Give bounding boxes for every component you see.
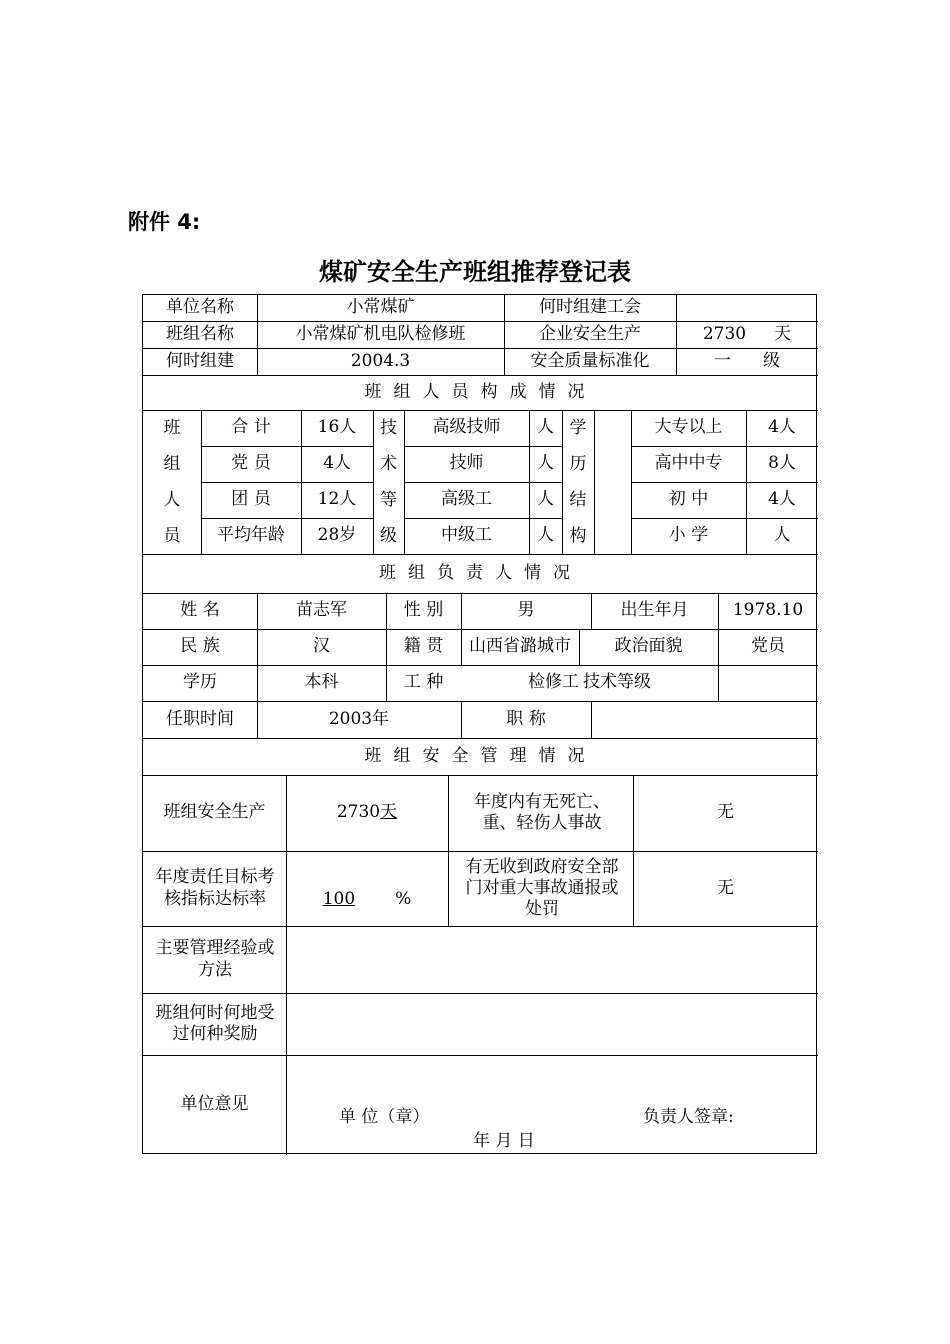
standard-level-value: 一 [714, 350, 731, 371]
standard-label: 安全质量标准化 [530, 350, 650, 371]
edu-row-value: 4人 [768, 489, 796, 510]
members-section-title: 班组人员构成情况 [364, 381, 597, 402]
edu-row-label: 初 中 [668, 489, 709, 510]
members-side-label [143, 410, 201, 554]
accident-value: 无 [717, 802, 734, 823]
side-char: 术 [380, 454, 397, 474]
penalty-value: 无 [717, 877, 734, 898]
job-title-label: 职 称 [506, 708, 546, 729]
standard-level-unit: 级 [763, 350, 780, 371]
leader-name-label: 姓 名 [180, 600, 220, 621]
edu-row-label: 大专以上 [654, 417, 723, 438]
kpi-rate [286, 885, 448, 915]
edu-row-value: 8人 [768, 453, 796, 474]
side-char: 等 [380, 490, 397, 510]
founded-label: 何时组建 [166, 350, 234, 371]
team-name-value: 小常煤矿机电队检修班 [295, 323, 466, 344]
ethnic-value: 汉 [313, 636, 330, 657]
tech-row-label: 技师 [449, 453, 484, 474]
tech-row-value: 人 [537, 489, 554, 510]
edu-row-value: 4人 [768, 417, 796, 438]
trade-label: 工 种 [403, 672, 444, 693]
team-safety-days-unit: 天 [380, 802, 398, 823]
gender-label: 性 别 [403, 600, 444, 621]
side-char: 班 [163, 418, 181, 438]
safety-days-value: 2730 [702, 323, 747, 344]
ethnic-label: 民 族 [180, 636, 220, 657]
side-char: 员 [163, 526, 181, 546]
tech-side-label [373, 410, 404, 554]
side-char: 级 [380, 526, 397, 546]
unit-name-value: 小常煤矿 [346, 297, 415, 318]
opinion-date: 年 月 日 [473, 1131, 535, 1152]
tech-row-value: 人 [537, 453, 554, 474]
birth-label: 出生年月 [620, 600, 689, 621]
avg-age-value: 28岁 [317, 525, 357, 546]
total-value: 16人 [317, 417, 357, 438]
side-char: 组 [163, 454, 181, 474]
kpi-value: 100 [322, 889, 356, 910]
gender-value: 男 [517, 600, 535, 621]
tech-row-label: 中级工 [441, 525, 492, 546]
side-char: 结 [569, 490, 587, 510]
opinion-seal: 单 位（章） [339, 1107, 430, 1128]
tech-level-label: 技术等级 [583, 672, 651, 693]
registration-form-table [142, 294, 817, 1154]
tech-level-value [718, 665, 818, 701]
safety-days-unit: 天 [774, 323, 792, 344]
education-value: 本科 [304, 672, 339, 693]
unit-name-label: 单位名称 [166, 297, 234, 318]
native-value: 山西省潞城市 [469, 636, 571, 657]
tenure-label: 任职时间 [166, 708, 234, 729]
total-label: 合 计 [231, 417, 271, 438]
tech-row-label: 高级技师 [432, 417, 501, 438]
edu-row-label: 小 学 [668, 525, 709, 546]
political-label: 政治面貌 [614, 636, 683, 657]
experience-value [286, 926, 818, 993]
edu-row-label: 高中中专 [654, 453, 723, 474]
awards-label: 班组何时何地受过何种奖励 [155, 1002, 275, 1044]
enterprise-safety-days [676, 321, 818, 348]
party-value: 4人 [323, 453, 351, 474]
tech-row-value: 人 [537, 525, 554, 546]
form-title: 煤矿安全生产班组推荐登记表 [319, 258, 631, 286]
leader-section-title: 班组负责人情况 [379, 562, 582, 583]
union-label: 何时组建工会 [539, 297, 641, 318]
edu-row-value: 人 [773, 525, 791, 546]
tech-row-value: 人 [537, 417, 554, 438]
tech-row-label: 高级工 [441, 489, 492, 510]
penalty-label: 有无收到政府安全部门对重大事故通报或处罚 [465, 856, 619, 920]
kpi-unit: % [395, 889, 412, 910]
union-value [676, 295, 818, 321]
standard-level [676, 348, 818, 375]
trade-value: 检修工 [528, 672, 579, 693]
job-title-value [591, 701, 818, 738]
education-label: 学历 [183, 672, 217, 693]
team-safety-label: 班组安全生产 [163, 802, 266, 823]
attachment-label: 附件 4: [128, 210, 201, 234]
team-safety-days-value: 2730 [336, 802, 381, 823]
side-char: 技 [380, 418, 397, 438]
edu-side-label [562, 410, 594, 554]
experience-label: 主要管理经验或方法 [155, 938, 275, 980]
team-safety-days [286, 775, 448, 851]
founded-value: 2004.3 [350, 350, 411, 371]
party-label: 党 员 [231, 453, 271, 474]
kpi-label: 年度责任目标考核指标达标率 [155, 867, 275, 909]
opinion-label: 单位意见 [180, 1094, 249, 1115]
birth-value: 1978.10 [732, 600, 804, 621]
political-value: 党员 [751, 636, 785, 657]
leader-name-value: 苗志军 [296, 600, 347, 621]
side-char: 人 [163, 490, 181, 510]
side-char: 学 [569, 418, 587, 438]
avg-age-label: 平均年龄 [217, 525, 285, 546]
trade-cell [461, 665, 718, 701]
league-label: 团 员 [231, 489, 271, 510]
league-value: 12人 [317, 489, 357, 510]
enterprise-safety-label: 企业安全生产 [539, 323, 641, 344]
management-section-title: 班组安全管理情况 [364, 745, 597, 766]
opinion-signature: 负责人签章: [643, 1107, 734, 1128]
native-label: 籍 贯 [403, 636, 444, 657]
team-name-label: 班组名称 [166, 323, 234, 344]
tenure-value: 2003年 [328, 708, 390, 729]
side-char: 构 [569, 526, 587, 546]
awards-value [286, 993, 818, 1055]
side-char: 历 [569, 454, 587, 474]
accident-label: 年度内有无死亡、重、轻伤人事故 [474, 791, 610, 833]
